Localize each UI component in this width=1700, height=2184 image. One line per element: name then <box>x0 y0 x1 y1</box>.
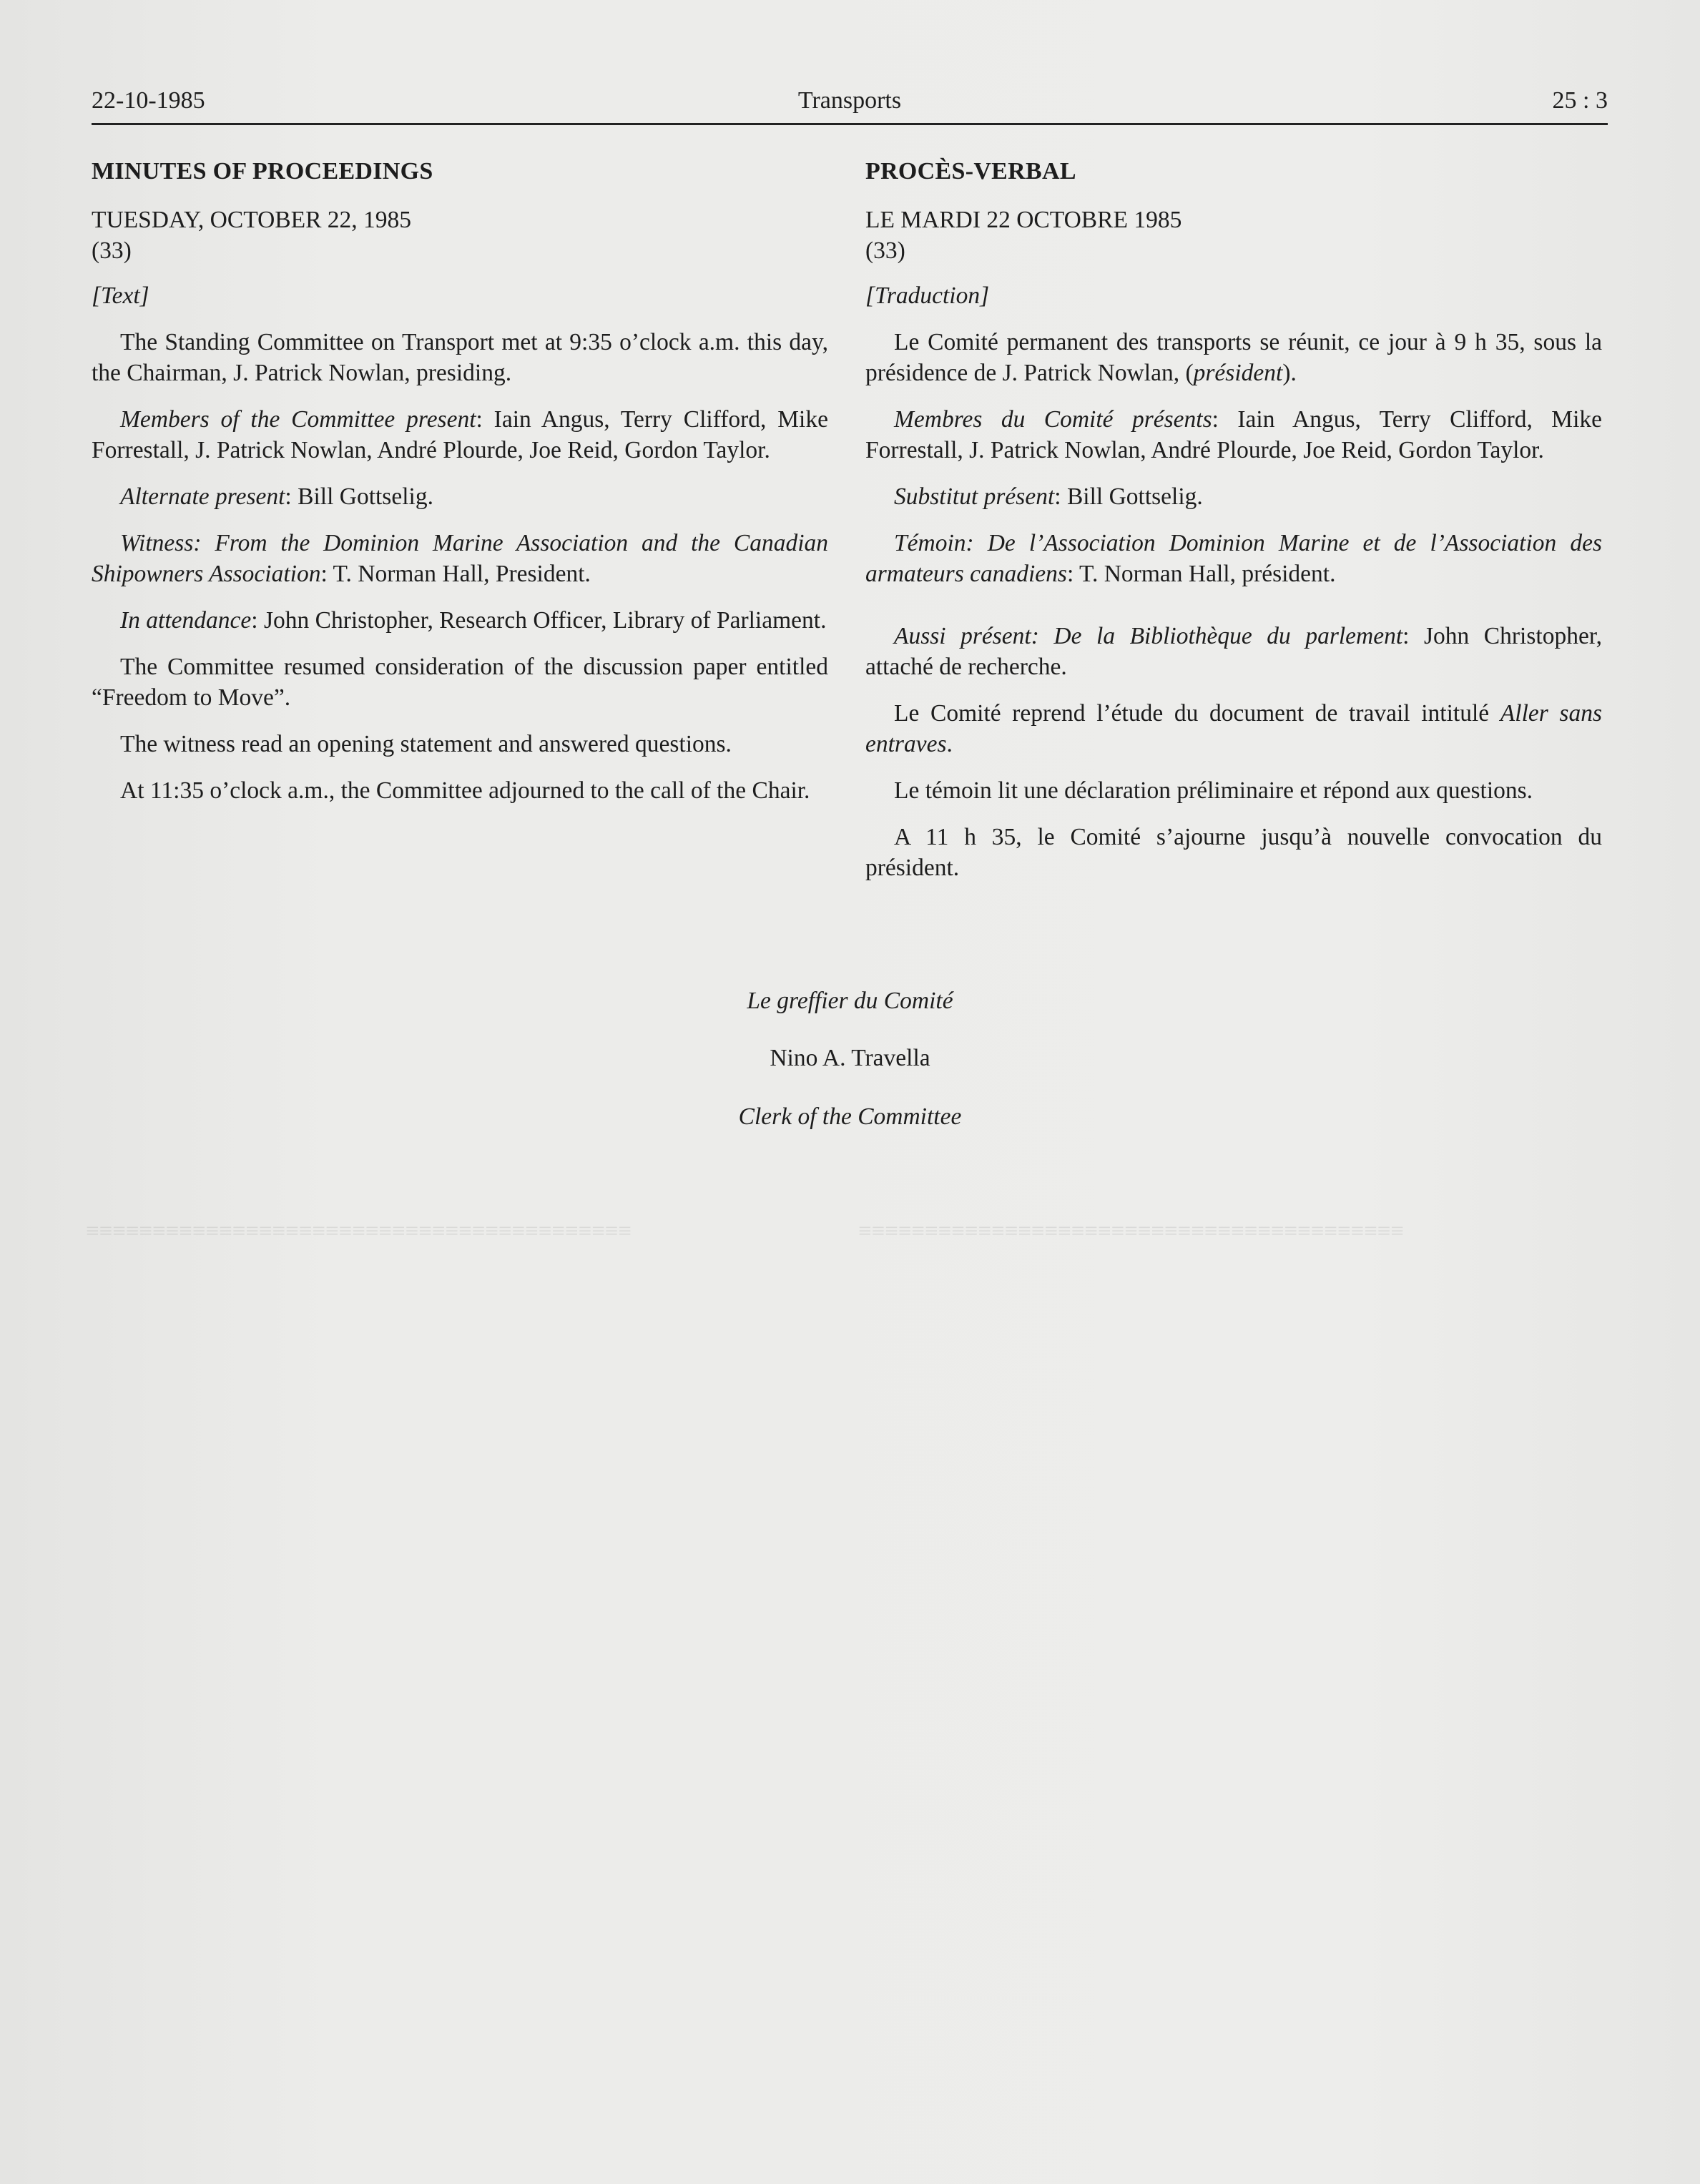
english-meeting-number: (33) <box>92 237 132 264</box>
french-date: LE MARDI 22 OCTOBRE 1985 <box>865 207 1182 233</box>
french-substitute-label: Substitut présent <box>894 483 1055 510</box>
english-witness-label: Witness <box>120 530 194 556</box>
english-resumed-paragraph: The Committee resumed consideration of the discussion paper entitled “Freedom to Move”. <box>92 654 828 711</box>
show-through-right: ≡≡≡≡≡≡≡≡≡≡≡≡≡≡≡≡≡≡≡≡≡≡≡≡≡≡≡≡≡≡≡≡≡≡≡≡≡≡≡≡≡ <box>858 1219 1405 1244</box>
french-substitute-paragraph <box>865 481 1602 512</box>
french-adjourn-paragraph: A 11 h 35, le Comité s’ajourne jusqu’à nouvelle convocation du président. <box>865 824 1602 881</box>
english-adjourn-paragraph: At 11:35 o’clock a.m., the Committee adjourned to the call of the Chair. <box>120 777 810 804</box>
french-members-list: : Iain Angus, Terry Clifford, Mike Forrestall, J. Patrick Nowlan, André Plourde, Joe Reid, Gordon Taylor. <box>865 406 1602 463</box>
french-attendance-org: : De la Bibliothèque du parlement <box>1031 623 1403 649</box>
english-witness-org: : From the Dominion Marine Association and the Canadian Shipowners Association <box>92 530 828 587</box>
english-members-list: : Iain Angus, Terry Clifford, Mike Forrestall, J. Patrick Nowlan, André Plourde, Joe Reid, Gordon Taylor. <box>92 406 828 463</box>
english-heading: MINUTES OF PROCEEDINGS <box>92 158 433 185</box>
signature-title-english: Clerk of the Committee <box>738 1103 962 1130</box>
french-meeting-number: (33) <box>865 237 905 264</box>
french-attendance-name: : John Christopher, attaché de recherche. <box>865 623 1603 680</box>
header-title: Transports <box>797 87 902 114</box>
english-witness-statement-paragraph: The witness read an opening statement and answered questions. <box>120 731 732 757</box>
french-column <box>865 157 1602 899</box>
english-alternate-paragraph <box>92 481 828 512</box>
english-alternate-label: Alternate present <box>120 483 285 510</box>
french-text-marker: [Traduction] <box>865 282 990 309</box>
french-opening-paragraph: Le Comité permanent des transports se réunit, ce jour à 9 h 35, sous la présidence de J. Patrick Nowlan, (président). <box>865 329 1602 386</box>
english-opening-paragraph: The Standing Committee on Transport met at 9:35 o’clock a.m. this day, the Chairman, J. Patrick Nowlan, presiding. <box>92 329 828 386</box>
french-members-label: Membres du Comité présents <box>894 406 1212 433</box>
english-witness-paragraph <box>92 528 828 589</box>
english-text-marker: [Text] <box>92 282 149 309</box>
french-witness-label: Témoin <box>894 530 966 556</box>
signature-name: Nino A. Travella <box>770 1045 930 1071</box>
english-members-label: Members of the Committee present <box>120 406 476 433</box>
french-attendance-label: Aussi présent <box>894 623 1031 649</box>
english-witness-name: : T. Norman Hall, President. <box>320 561 591 587</box>
english-attendance-label: In attendance <box>120 607 252 634</box>
french-substitute-name: : Bill Gottselig. <box>1054 483 1203 510</box>
french-witness-org: : De l’Association Dominion Marine et de l’Association des armateurs canadiens <box>865 530 1602 587</box>
french-witness-name: : T. Norman Hall, président. <box>1066 561 1336 587</box>
french-resumed-paragraph: Le Comité reprend l’étude du document de travail intitulé Aller sans entraves. <box>865 700 1603 757</box>
french-members-paragraph <box>865 404 1602 466</box>
english-column <box>92 157 828 822</box>
english-members-paragraph <box>92 404 828 466</box>
french-heading: PROCÈS-VERBAL <box>865 158 1076 185</box>
running-header <box>92 87 1608 125</box>
signature-title-french: Le greffier du Comité <box>747 988 953 1014</box>
french-attendance-paragraph <box>865 621 1602 682</box>
header-date: 22-10-1985 <box>92 87 205 114</box>
english-attendance-name: : John Christopher, Research Officer, Library of Parliament. <box>251 607 827 634</box>
english-attendance-paragraph <box>92 605 828 636</box>
french-witness-statement-paragraph: Le témoin lit une déclaration préliminaire et répond aux questions. <box>894 777 1533 804</box>
header-page-number: 25 : 3 <box>1552 87 1608 114</box>
french-witness-paragraph <box>865 528 1602 589</box>
english-alternate-name: : Bill Gottselig. <box>285 483 433 510</box>
english-date: TUESDAY, OCTOBER 22, 1985 <box>92 207 412 233</box>
show-through-left: ≡≡≡≡≡≡≡≡≡≡≡≡≡≡≡≡≡≡≡≡≡≡≡≡≡≡≡≡≡≡≡≡≡≡≡≡≡≡≡≡≡ <box>86 1219 632 1244</box>
